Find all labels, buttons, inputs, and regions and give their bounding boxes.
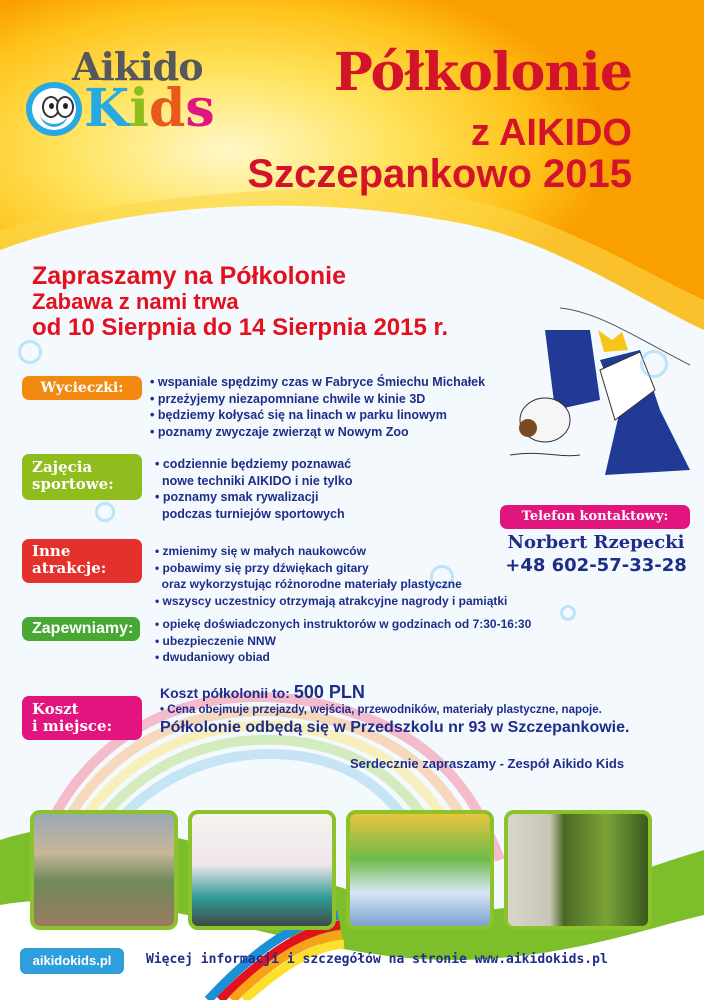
section-label-other-attractions: [22, 539, 142, 583]
photo-pond: [504, 810, 652, 930]
other-attractions-list: [155, 543, 507, 609]
bubble-decoration: [18, 340, 42, 364]
cost-title: [160, 682, 365, 703]
section-label-line: Zajęcia: [32, 458, 93, 476]
footer-more-info: Więcej informacji i szczegółów na stronie www.aikidokids.pl: [146, 952, 608, 967]
section-label-trips: Wycieczki:: [22, 376, 142, 400]
list-item: • ubezpieczenie NNW: [155, 633, 531, 650]
contact-name: Norbert Rzepecki: [507, 532, 685, 553]
photo-ball-pit: [346, 810, 494, 930]
intro-block: [32, 262, 448, 342]
logo-aikido-text: Aikido: [72, 44, 203, 89]
logo-kids-letter: i: [129, 78, 149, 139]
photo-trampoline: [188, 810, 336, 930]
section-label-line: Koszt: [32, 700, 79, 718]
section-label-line: Inne: [32, 542, 71, 560]
logo-smiley-face-icon: [26, 82, 82, 136]
list-item: nowe techniki AIKIDO i nie tylko: [161, 473, 353, 488]
section-label-we-provide: Zapewniamy:: [22, 617, 140, 641]
list-item: • opiekę doświadczonych instruktorów w godzinach od 7:30-16:30: [155, 616, 531, 633]
bubble-decoration: [95, 502, 115, 522]
logo-kids-letter: d: [148, 78, 186, 139]
logo-kids-letter: K: [84, 78, 130, 139]
logo-smile: [40, 110, 68, 127]
we-provide-list: [155, 616, 531, 666]
list-item: • przeżyjemy niezapomniane chwile w kinie 3D: [150, 391, 485, 408]
list-item: • dwudaniowy obiad: [155, 649, 531, 666]
photo-group-monsters: [30, 810, 178, 930]
poster-location-year: Szczepankowo 2015: [247, 152, 632, 196]
list-item: • pobawimy się przy dźwiękach gitary: [155, 560, 507, 577]
intro-invite: Zapraszamy na Półkolonie: [32, 262, 346, 290]
website-badge[interactable]: aikidokids.pl: [20, 948, 124, 974]
intro-duration: Zabawa z nami trwa: [32, 289, 239, 314]
bubble-decoration: [560, 605, 576, 621]
section-label-cost-place: [22, 696, 142, 740]
list-item: podczas turniejów sportowych: [161, 506, 345, 521]
section-label-line: atrakcje:: [32, 558, 107, 577]
poster-title: Półkolonie: [333, 42, 632, 103]
section-label-line: sportowe:: [32, 474, 114, 493]
contact-phone-number[interactable]: +48 602-57-33-28: [505, 555, 687, 576]
logo-kids-text: [84, 78, 215, 139]
poster-subtitle: z AIKIDO: [470, 112, 632, 154]
cost-title-label: Koszt półkolonii to:: [160, 685, 290, 701]
greeting-signature: Serdecznie zapraszamy - Zespół Aikido Kids: [350, 756, 625, 771]
list-item: • będziemy kołysać się na linach w parku linowym: [150, 407, 485, 424]
list-item: • poznamy zwyczaje zwierząt w Nowym Zoo: [150, 424, 485, 441]
cost-price: 500 PLN: [293, 682, 365, 702]
list-item: • wspaniale spędzimy czas w Fabryce Śmiechu Michałek: [150, 374, 485, 391]
sports-list: [155, 456, 353, 522]
trips-list: [150, 374, 485, 440]
cost-includes-note: • Cena obejmuje przejazdy, wejścia, przewodników, materiały plastyczne, napoje.: [160, 704, 602, 716]
list-item: • poznamy smak rywalizacji: [155, 489, 353, 506]
list-item: • wszyscy uczestnicy otrzymają atrakcyjne nagrody i pamiątki: [155, 593, 507, 610]
event-location: Półkolonie odbędą się w Przedszkolu nr 93 w Szczepankowie.: [160, 719, 630, 736]
intro-dates: od 10 Sierpnia do 14 Sierpnia 2015 r.: [32, 313, 449, 341]
list-item: • codziennie będziemy poznawać: [155, 456, 353, 473]
section-label-line: i miejsce:: [32, 716, 113, 735]
list-item: • zmienimy się w małych naukowców: [155, 543, 507, 560]
list-item: oraz wykorzystując różnorodne materiały plastyczne: [161, 577, 462, 591]
bubble-decoration: [640, 350, 668, 378]
section-label-sports: [22, 454, 142, 500]
logo-kids-letter: s: [185, 78, 215, 139]
contact-phone-label: Telefon kontaktowy:: [500, 505, 690, 529]
